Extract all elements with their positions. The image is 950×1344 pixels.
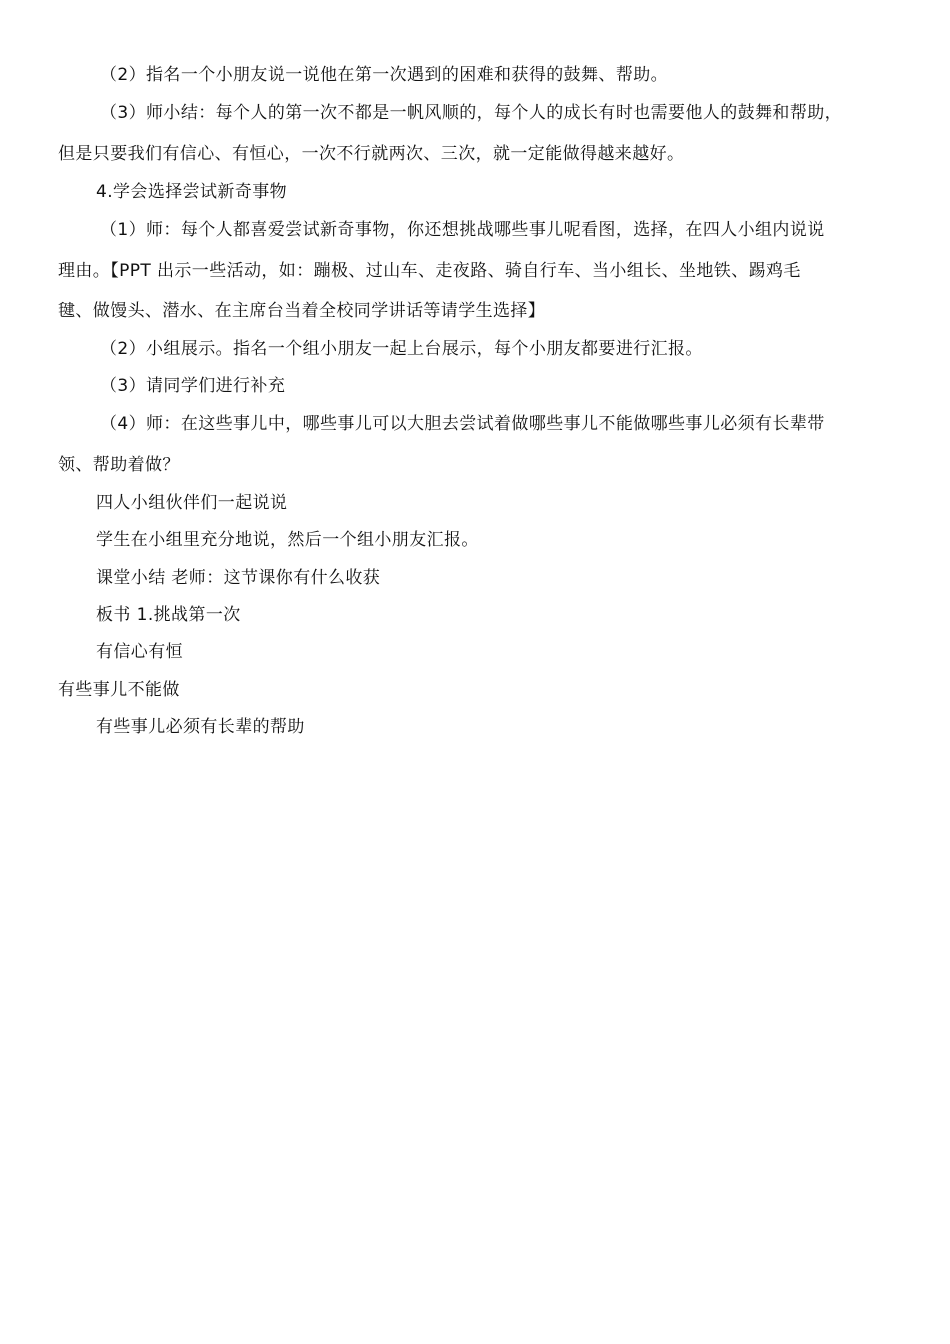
text-line-2: （3）师小结：每个人的第一次不都是一帆风顺的，每个人的成长有时也需要他人的鼓舞和帮助，: [100, 103, 843, 123]
text-line-1: （2）指名一个小朋友说一说他在第一次遇到的困难和获得的鼓舞、帮助。: [100, 65, 669, 85]
text-line-11: 领、帮助着做？: [58, 455, 180, 475]
text-line-13: 学生在小组里充分地说，然后一个组小朋友汇报。: [96, 530, 479, 550]
board-item-1: 有信心有恒: [96, 642, 183, 662]
board-item-3: 有些事儿必须有长辈的帮助: [96, 717, 305, 737]
board-item-2: 有些事儿不能做: [58, 680, 180, 700]
text-line-7: 毽、做馒头、潜水、在主席台当着全校同学讲话等请学生选择】: [58, 301, 546, 321]
board-title: 板书 1.挑战第一次: [96, 605, 241, 625]
text-line-5: （1）师：每个人都喜爱尝试新奇事物，你还想挑战哪些事儿呢看图，选择，在四人小组内说说: [100, 220, 825, 240]
text-line-14: 课堂小结 老师：这节课你有什么收获: [96, 568, 381, 588]
text-line-3: 但是只要我们有信心、有恒心，一次不行就两次、三次，就一定能做得越来越好。: [58, 144, 685, 164]
text-line-6: 理由。【PPT 出示一些活动，如：蹦极、过山车、走夜路、骑自行车、当小组长、坐地铁、踢鸡毛: [58, 261, 801, 281]
text-line-10: （4）师：在这些事儿中，哪些事儿可以大胆去尝试着做哪些事儿不能做哪些事儿必须有长辈带: [100, 414, 825, 434]
text-line-9: （3）请同学们进行补充: [100, 376, 286, 396]
section-heading-4: 4.学会选择尝试新奇事物: [96, 182, 288, 202]
text-line-12: 四人小组伙伴们一起说说: [96, 493, 288, 513]
text-line-8: （2）小组展示。指名一个组小朋友一起上台展示，每个小朋友都要进行汇报。: [100, 339, 703, 359]
